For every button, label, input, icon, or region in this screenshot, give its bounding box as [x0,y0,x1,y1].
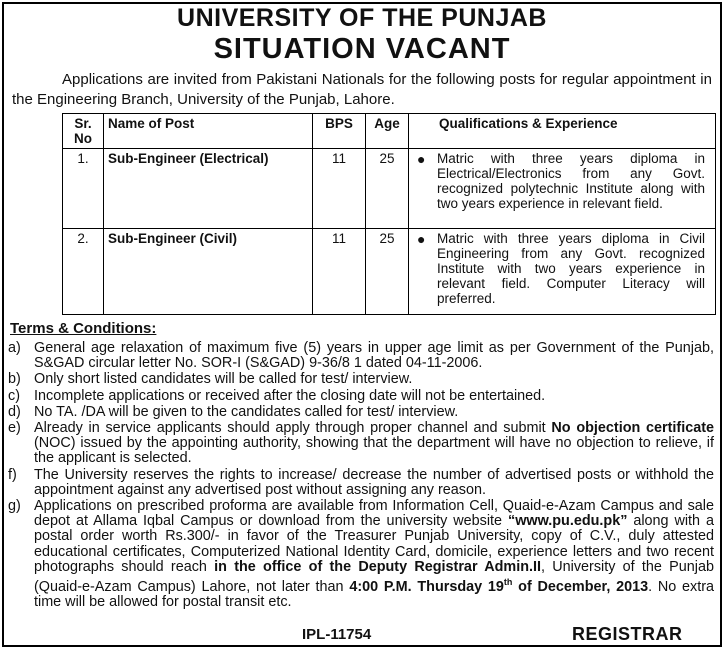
bullet-icon: ● [417,151,426,167]
term-letter: b) [8,371,21,388]
term-letter: e) [8,420,21,437]
cell-bps: 11 [313,229,366,315]
advertisement-ref: IPL-11754 [302,626,372,643]
signatory: REGISTRAR [572,624,683,644]
term-letter: g) [8,498,21,515]
bullet-icon: ● [417,231,426,247]
header-age: Age [366,114,409,149]
term-letter: d) [8,403,21,420]
cell-post-name: Sub-Engineer (Electrical) [104,149,313,229]
website-link[interactable]: “www.pu.edu.pk” [508,513,628,530]
deadline: 4:00 P.M. Thursday 19th of December, 2013 [349,577,649,595]
office-emphasis: in the office of the Deputy Registrar Admin.II [214,558,542,575]
list-item [8,468,714,498]
table-row [63,149,716,229]
cell-age: 25 [366,149,409,229]
qualification-text: Matric with three years diploma in Electrical/Electronics from any Govt. recognized polytechnic Institute along with two years experience in relevant field. [437,151,705,211]
term-text: Only short listed candidates will be called for test/ interview. [34,371,413,388]
list-item [8,341,714,371]
cell-sr: 2. [63,229,104,315]
term-letter: f) [8,466,17,483]
cell-age: 25 [366,229,409,315]
cell-bps: 11 [313,149,366,229]
term-text: General age relaxation of maximum five (5) years in upper age limit as per Government of the Punjab, S&GAD circular letter No. SOR-I (S&GAD) 9-36/8 1 dated 04-11-2006. [34,340,714,372]
term-letter: a) [8,340,21,356]
university-name: UNIVERSITY OF THE PUNJAB [177,4,547,32]
header-bps: BPS [313,114,366,149]
list-item [8,421,714,467]
cell-sr: 1. [63,149,104,229]
intro-paragraph: Applications are invited from Pakistani Nationals for the following posts for regular appointment in the Engineering Branch, University of the Punjab, Lahore. [12,71,712,108]
list-item [8,389,714,404]
term-letter: c) [8,387,20,404]
qualification-text: Matric with three years diploma in Civil Engineering from any Govt. recognized Institute with two years experience in relevant field. Computer Literacy will preferred. [437,231,705,306]
list-item [8,499,714,610]
table-header-row [63,114,716,149]
list-item [8,372,714,387]
cell-post-name: Sub-Engineer (Civil) [104,229,313,315]
noc-emphasis: No objection certificate [551,420,714,437]
header-name-of-post: Name of Post [104,114,313,149]
terms-heading: Terms & Conditions: [10,320,157,337]
terms-list [8,341,714,611]
cell-qualifications [409,229,716,315]
header-qualifications: Qualifications & Experience [409,114,716,149]
header-sr-no: Sr. No [63,114,104,149]
page-title: SITUATION VACANT [213,33,511,65]
term-text: The University reserves the rights to increase/ decrease the number of advertised posts or withhold the appointment against any advertised post without assigning any reason. [34,466,714,498]
posts-table [62,113,716,315]
term-text: Already in service applicants should apply through proper channel and submit No objection certificate (NOC) issued by the appointing authority, showing that the department will have no objection to relieve, if the applicant is selected. [34,420,714,467]
term-text: Applications on prescribed proforma are available from Information Cell, Quaid-e-Azam Campus and sale depot at Allama Iqbal Campus or download from the university website “www.pu.edu.pk” along with a postal order worth Rs.300/- in favor of the Treasurer Punjab University, copy of C.V., duly attested educational certificates, Computerized National Identity Card, domicile, experience letters and two recent photographs should reach in the office of the Deputy Registrar Admin.II, University of the Punjab (Quaid-e-Azam Campus) Lahore, not later than 4:00 P.M. Thursday 19th of December, 2013. No extra time will be allowed for postal transit etc. [34,498,714,611]
cell-qualifications [409,149,716,229]
list-item [8,405,714,420]
term-text: Incomplete applications or received after the closing date will not be entertained. [34,387,546,404]
term-text: No TA. /DA will be given to the candidates called for test/ interview. [34,403,459,420]
table-row [63,229,716,315]
